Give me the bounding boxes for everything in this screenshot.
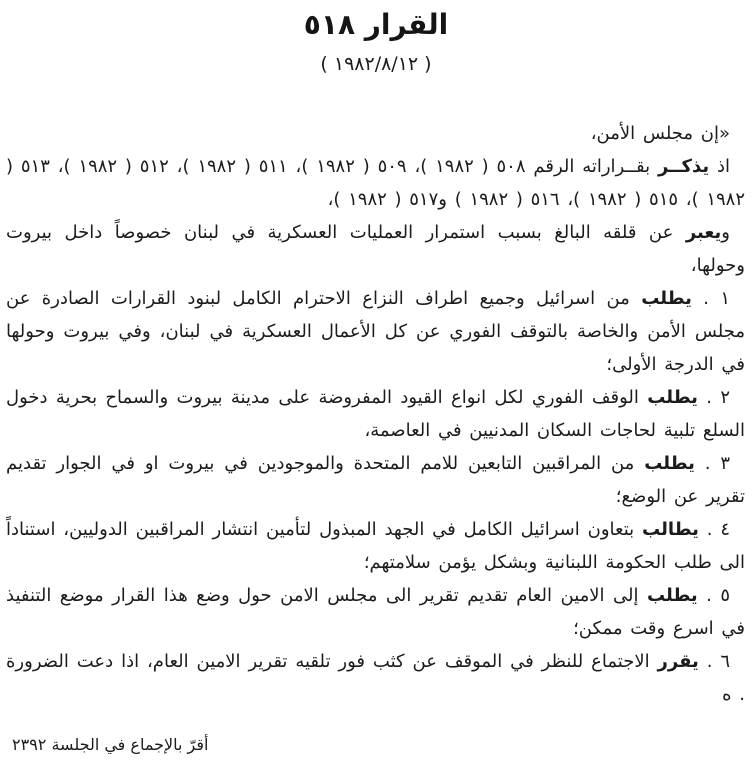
operative-verb: يطالب [642, 519, 699, 540]
operative-verb: يطلب [641, 288, 692, 309]
operative-verb: يطلب [647, 387, 698, 408]
operative-verb: يذكــر [657, 156, 710, 177]
paragraph: ٢ . يطلب الوقف الفوري لكل انواع القيود المفروضة على مدينة بيروت والسماح بحرية دخول السلع تلبية لحاجات السكان المدنيين في العاصمة، [6, 387, 745, 441]
paragraph: ٤ . يطالب بتعاون اسرائيل الكامل في الجهد المبذول لتأمين انتشار المراقبين الدوليين، استناداً الى طلب الحكومة اللبنانية وبشكل يؤمن سلامتهم؛ [6, 519, 745, 573]
resolution-title: القرار ٥١٨ [303, 8, 449, 41]
resolution-date: ( ١٩٨٢/٨/١٢ ) [320, 53, 432, 75]
paragraph: ٦ . يقرر الاجتماع للنظر في الموقف عن كثب فور تلقيه تقرير الامين العام، اذا دعت الضرورة . ه [6, 651, 745, 705]
resolution-body [0, 117, 752, 711]
operative-verb: يطلب [644, 453, 695, 474]
paragraph: ٣ . يطلب من المراقبين التابعين للامم المتحدة والموجودين في بيروت او في الجوار تقديم تقرير عن الوضع؛ [6, 453, 745, 507]
paragraph: اذ يذكــر بقــراراته الرقم ٥٠٨ ( ١٩٨٢ )، ٥٠٩ ( ١٩٨٢ )، ٥١١ ( ١٩٨٢ )، ٥١٢ ( ١٩٨٢ )، ٥١٣ ( ١٩٨٢ )، ٥١٥ ( ١٩٨٢ )، ٥١٦ ( ١٩٨٢ ) و٥١٧ ( ١٩٨٢ )، [6, 156, 745, 210]
operative-verb: يقرر [657, 651, 699, 672]
paragraph: «إن مجلس الأمن، [590, 123, 730, 144]
operative-verb: يطلب [646, 585, 698, 606]
operative-verb: يعبر [685, 222, 722, 243]
adoption-note: أقرّ بالإجماع في الجلسة ٢٣٩٢ [12, 735, 209, 754]
paragraph: ١ . يطلب من اسرائيل وجميع اطراف النزاع الاحترام الكامل لبنود القرارات الصادرة عن مجلس الأمن والخاصة بالتوقف الفوري عن كل الأعمال العسكرية في لبنان، وفي بيروت وحولها في الدرجة الأولى؛ [6, 288, 745, 375]
paragraph: ٥ . يطلب إلى الامين العام تقديم تقرير الى مجلس الامن حول وضع هذا القرار موضع التنفيذ في اسرع وقت ممكن؛ [6, 585, 745, 639]
paragraph: ويعبر عن قلقه البالغ بسبب استمرار العمليات العسكرية في لبنان خصوصاً داخل بيروت وحولها، [6, 222, 745, 276]
